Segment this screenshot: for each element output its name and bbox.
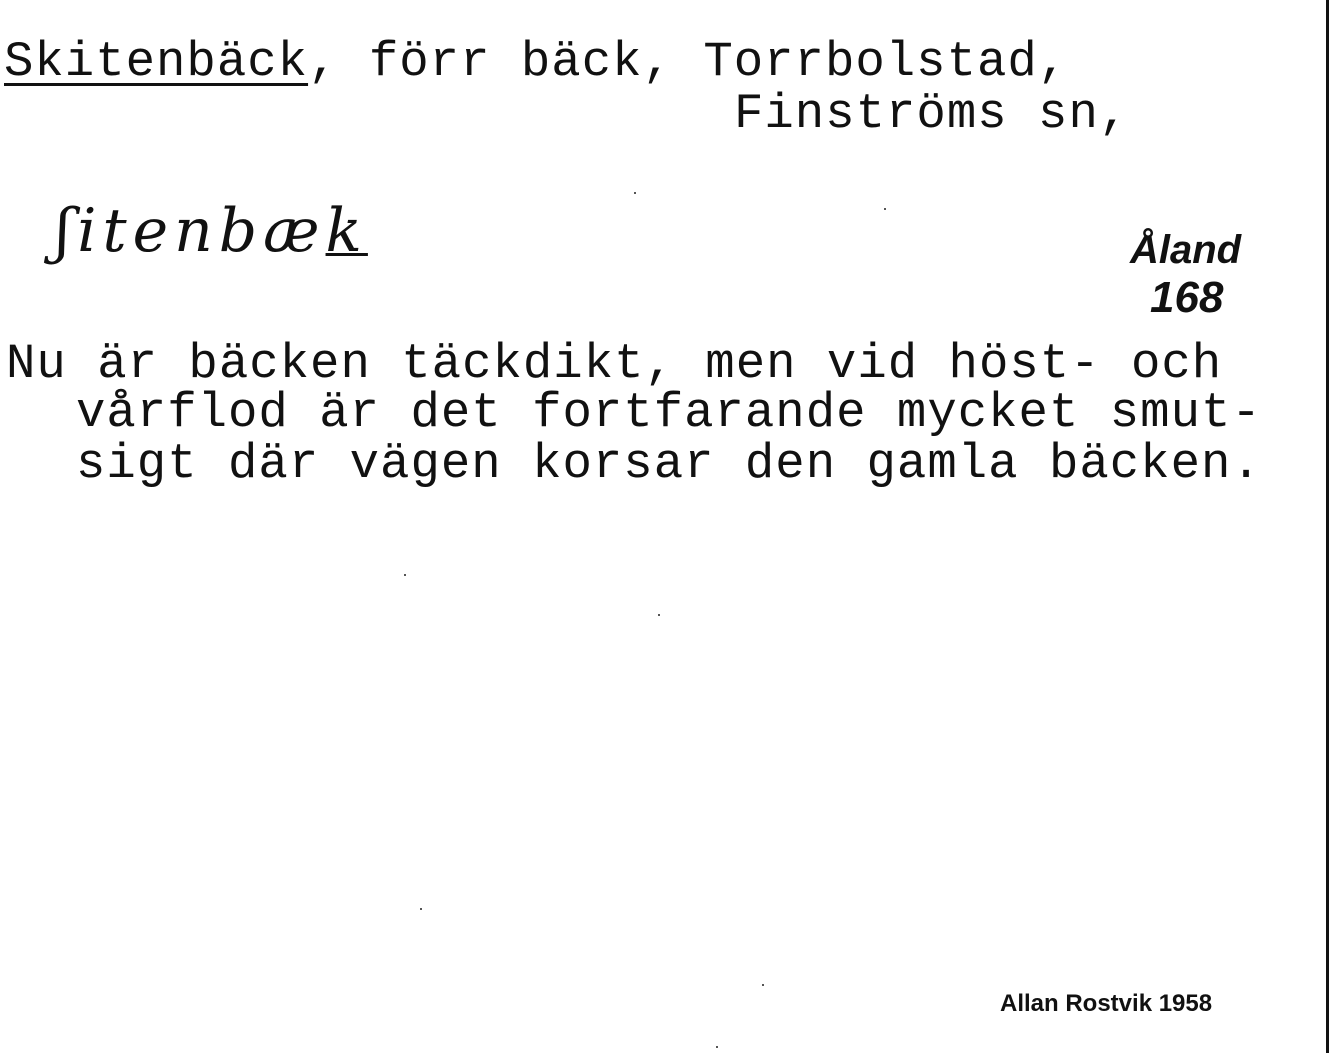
scan-speck [762, 984, 764, 986]
headword: Skitenbäck [4, 34, 309, 90]
body-line-3: sigt där vägen korsar den gamla bäcken. [76, 436, 1262, 492]
scan-speck [420, 908, 422, 910]
phonetic-underlined: k [325, 196, 368, 266]
phonetic-main: ʃitenbæ [55, 196, 326, 266]
phonetic-transcription [55, 196, 368, 266]
card-edge [1326, 0, 1329, 1053]
scan-speck [716, 1046, 718, 1048]
scan-speck [634, 192, 636, 194]
card-number: 168 [1150, 273, 1224, 322]
body-line-1: Nu är bäcken täckdikt, men vid höst- och [6, 336, 1223, 392]
heading-line-2: Finströms sn, [734, 86, 1130, 142]
scan-speck [658, 614, 660, 616]
scan-speck [404, 574, 406, 576]
scan-speck [884, 208, 886, 210]
collector-stamp: Allan Rostvik 1958 [1000, 990, 1213, 1017]
heading-rest: , förr bäck, Torrbolstad, [308, 34, 1069, 90]
heading-line-1 [4, 34, 1069, 90]
region-stamp: Åland [1130, 228, 1242, 272]
body-line-2: vårflod är det fortfarande mycket smut- [76, 385, 1262, 441]
